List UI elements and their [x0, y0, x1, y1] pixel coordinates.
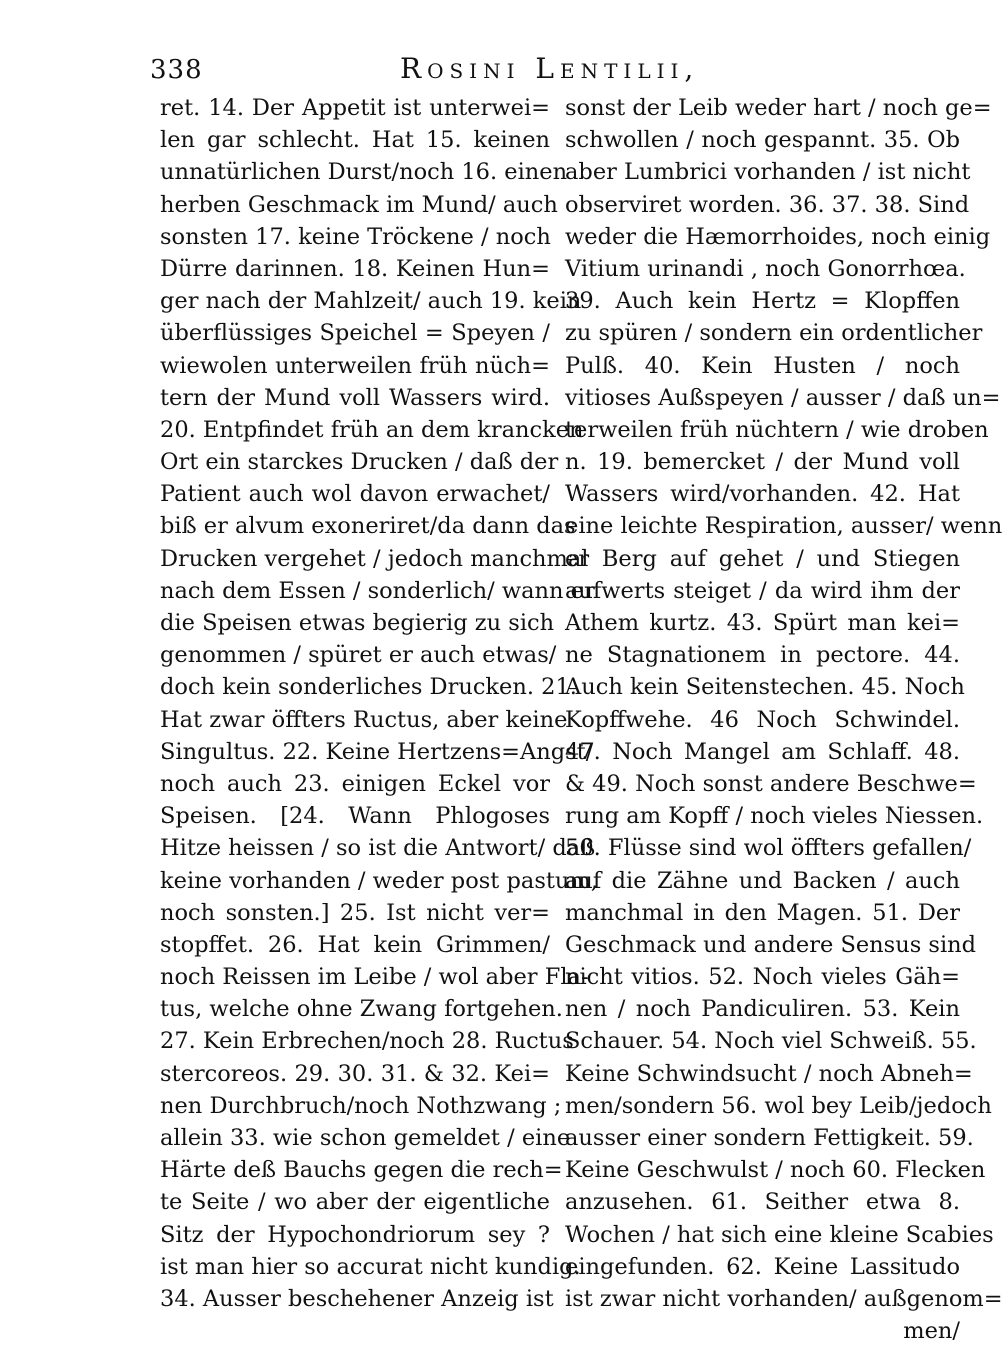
right-column-line: eine leichte Respiration, ausser/ wenn — [565, 513, 1003, 540]
right-column-line: Wochen / hat sich eine kleine Scabies — [565, 1221, 994, 1248]
right-column-line: zu spüren / sondern ein ordentlicher — [565, 320, 983, 347]
left-column-line: ret. 14. Der Appetit ist unterwei= — [160, 95, 550, 121]
left-column-line: herben Geschmack im Mund/ auch — [160, 191, 558, 218]
left-column-line: Singultus. 22. Keine Hertzens=Angst/ — [160, 738, 594, 765]
left-column-line: keine vorhanden / weder post pastum, — [160, 867, 598, 894]
right-column-line: Keine Geschwulst / noch 60. Flecken — [565, 1157, 986, 1184]
right-column-line: men/ — [903, 1318, 960, 1345]
left-column-line: wiewolen unterweilen früh nüch= — [160, 352, 550, 379]
left-column-line: noch Reissen im Leibe / wol aber Fla- — [160, 964, 589, 991]
right-column-line: Keine Schwindsucht / noch Abneh= — [565, 1060, 973, 1087]
right-column-line: Vitium urinandi , noch Gonorrhœa. — [565, 255, 966, 282]
left-text-column — [160, 92, 598, 1315]
right-column-line: nen / noch Pandiculiren. 53. Kein — [565, 996, 960, 1023]
right-column-line: sonst der Leib weder hart / noch ge= — [565, 95, 992, 121]
left-column-line: Hitze heissen / so ist die Antwort/ daß — [160, 835, 596, 862]
left-column-line: stopffet. 26. Hat kein Grimmen/ — [160, 931, 550, 958]
right-column-line: rung am Kopff / noch vieles Niessen. — [565, 803, 984, 830]
left-column-line: Speisen. [24. Wann Phlogoses — [160, 803, 550, 830]
left-column-line: ist man hier so accurat nicht kundig. — [160, 1253, 581, 1280]
left-column-line: unnatürlichen Durst/noch 16. einen — [160, 159, 568, 186]
left-column-line: Hat zwar öffters Ructus, aber keine — [160, 706, 568, 733]
right-column-line: 39. Auch kein Hertz = Klopffen — [565, 288, 960, 315]
left-column-line: tern der Mund voll Wassers wird. — [160, 384, 550, 411]
left-column-line: 27. Kein Erbrechen/noch 28. Ructus — [160, 1028, 574, 1055]
right-column-line: Schauer. 54. Noch viel Schweiß. 55. — [565, 1028, 977, 1055]
left-column-line: 20. Entpfindet früh an dem krancken — [160, 416, 584, 443]
right-column-line: aufwerts steiget / da wird ihm der — [565, 577, 960, 604]
right-column-line: manchmal in den Magen. 51. Der — [565, 899, 960, 926]
left-column-line: len gar schlecht. Hat 15. keinen — [160, 127, 550, 154]
right-column-line: auf die Zähne und Backen / auch — [565, 867, 960, 894]
left-column-line: allein 33. wie schon gemeldet / eine — [160, 1125, 571, 1151]
left-column-line: 34. Ausser beschehener Anzeig ist — [160, 1285, 554, 1312]
right-column-line: schwollen / noch gespannt. 35. Ob — [565, 127, 960, 154]
right-column-line: ausser einer sondern Fettigkeit. 59. — [565, 1125, 974, 1151]
left-column-line: tus, welche ohne Zwang fortgehen. — [160, 996, 563, 1023]
left-column-line: biß er alvum exoneriret/da dann das — [160, 513, 576, 540]
left-column-line: Patient auch wol davon erwachet/ — [160, 481, 550, 508]
right-column-line: anzusehen. 61. Seither etwa 8. — [565, 1189, 960, 1216]
left-column-line: Härte deß Bauchs gegen die rech= — [160, 1157, 563, 1184]
left-column-line: die Speisen etwas begierig zu sich — [160, 610, 555, 636]
right-column-line: 47. Noch Mangel am Schlaff. 48. — [565, 738, 960, 765]
right-column-line: weder die Hæmorrhoides, noch einig — [565, 223, 991, 250]
right-column-line: Auch kein Seitenstechen. 45. Noch — [565, 674, 965, 701]
right-column-line: vitioses Außspeyen / ausser / daß un= — [565, 384, 1001, 411]
right-column-line: er Berg auf gehet / und Stiegen — [565, 545, 960, 572]
left-column-line: Drucken vergehet / jedoch manchmal — [160, 545, 589, 572]
right-column-line: aber Lumbrici vorhanden / ist nicht — [565, 159, 971, 186]
left-column-line: Ort ein starckes Drucken / daß der — [160, 449, 559, 476]
left-column-line: noch auch 23. einigen Eckel vor — [160, 770, 550, 797]
left-column-line: überflüssiges Speichel = Speyen / — [160, 320, 550, 347]
left-column-line: genommen / spüret er auch etwas/ — [160, 642, 557, 669]
right-column-line: eingefunden. 62. Keine Lassitudo — [565, 1253, 960, 1280]
left-column-line: noch sonsten.] 25. Ist nicht ver= — [160, 899, 550, 926]
right-column-line: Geschmack und andere Sensus sind — [565, 931, 977, 958]
page-number: 338 — [150, 55, 203, 85]
left-column-line: sonsten 17. keine Tröckene / noch — [160, 223, 551, 250]
left-column-line: Dürre darinnen. 18. Keinen Hun= — [160, 255, 550, 282]
right-column-line: Wassers wird/vorhanden. 42. Hat — [565, 481, 960, 508]
left-column-line: nen Durchbruch/noch Nothzwang ; — [160, 1092, 562, 1119]
right-column-line: ne Stagnationem in pectore. 44. — [565, 642, 960, 669]
right-text-column — [565, 92, 1003, 1347]
left-column-line: doch kein sonderliches Drucken. 21. — [160, 674, 577, 701]
right-column-line: Pulß. 40. Kein Husten / noch — [565, 352, 960, 379]
left-column-line: stercoreos. 29. 30. 31. & 32. Kei= — [160, 1060, 550, 1087]
left-column-line: Sitz der Hypochondriorum sey ? — [160, 1221, 550, 1248]
left-column-line: te Seite / wo aber der eigentliche — [160, 1189, 550, 1216]
right-column-line: & 49. Noch sonst andere Beschwe= — [565, 770, 977, 797]
right-column-line: n. 19. bemercket / der Mund voll — [565, 449, 960, 476]
left-column-line: nach dem Essen / sonderlich/ wann er — [160, 577, 595, 604]
running-head: Rosini Lentilii, — [400, 52, 700, 85]
right-column-line: men/sondern 56. wol bey Leib/jedoch — [565, 1092, 992, 1119]
right-column-line: observiret worden. 36. 37. 38. Sind — [565, 191, 970, 218]
right-column-line: Athem kurtz. 43. Spürt man kei= — [565, 610, 960, 636]
right-column-line: terweilen früh nüchtern / wie droben — [565, 416, 989, 443]
right-column-line: nicht vitios. 52. Noch vieles Gäh= — [565, 964, 960, 991]
right-column-line: ist zwar nicht vorhanden/ außgenom= — [565, 1285, 1003, 1312]
right-column-line: Kopffwehe. 46 Noch Schwindel. — [565, 706, 960, 733]
right-column-line: 50. Flüsse sind wol öffters gefallen/ — [565, 835, 972, 862]
left-column-line: ger nach der Mahlzeit/ auch 19. kein — [160, 288, 582, 315]
